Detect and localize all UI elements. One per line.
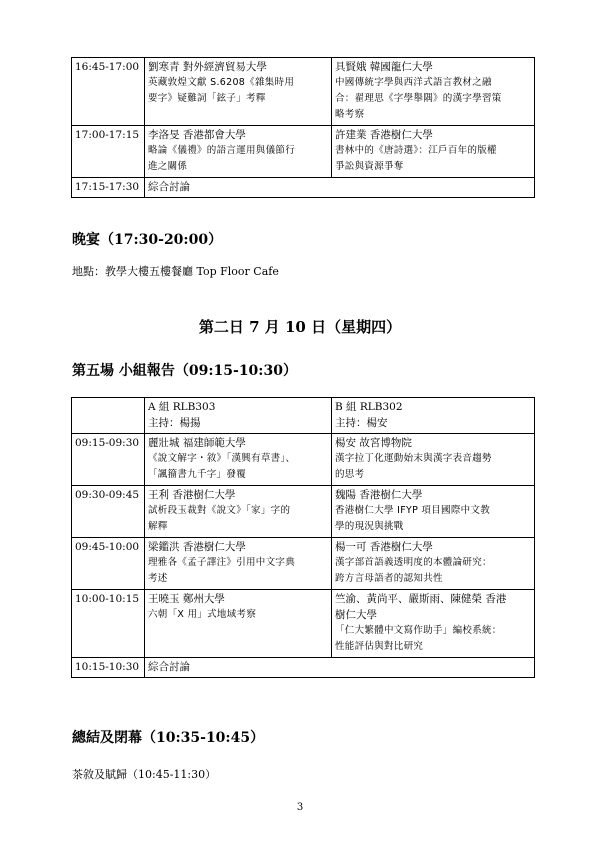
group-name: B 組 RLB302 <box>335 401 403 413</box>
paper-title: 略考察 <box>335 109 365 120</box>
group-a-presentation <box>145 58 332 126</box>
paper-title: 「諷籀書九千字」發覆 <box>148 469 247 480</box>
presenter-continued: 樹仁大學 <box>335 609 377 621</box>
time-slot: 09:30-09:45 <box>72 486 145 538</box>
paper-title: 進之關係 <box>148 161 188 172</box>
banquet-heading: 晚宴（17:30-20:00） <box>72 232 223 248</box>
presenter: 具賢娥 韓國龍仁大學 <box>335 61 433 73</box>
time-slot: 16:45-17:00 <box>72 58 145 126</box>
time-slot: 17:00-17:15 <box>72 126 145 178</box>
table-row <box>72 658 535 678</box>
group-b-presentation <box>332 434 535 486</box>
paper-title: 試析段玉裁對《說文》「家」字的 <box>148 505 291 516</box>
paper-title: 漢字拉丁化運動始末與漢字表音趨勢 <box>335 453 492 464</box>
presenter: 楊一可 香港樹仁大學 <box>335 541 433 553</box>
group-host: 主持：楊安 <box>335 417 388 429</box>
farewell-text: 茶敘及賦歸（10:45-11:30） <box>72 768 217 781</box>
paper-title: 學的現況與挑戰 <box>335 521 404 532</box>
group-b-presentation <box>332 486 535 538</box>
presenter: 劉寒青 對外經濟貿易大學 <box>148 61 267 73</box>
paper-title: 漢字部首語義透明度的本體論研究： <box>335 557 492 568</box>
time-slot: 10:00-10:15 <box>72 590 145 658</box>
group-name: A 組 RLB303 <box>148 401 216 413</box>
discussion-label: 綜合討論 <box>145 178 535 198</box>
paper-title: 中國傳統字學與西洋式語言教材之融 <box>335 77 492 88</box>
presenter: 楊安 故宮博物院 <box>335 437 412 449</box>
group-a-presentation <box>145 126 332 178</box>
table-row <box>72 590 535 658</box>
table-row <box>72 126 535 178</box>
time-slot: 17:15-17:30 <box>72 178 145 198</box>
group-a-header <box>145 398 332 434</box>
table-row <box>72 434 535 486</box>
table-row <box>72 58 535 126</box>
time-slot: 10:15-10:30 <box>72 658 145 678</box>
paper-title: 要字》疑難詞「鉉子」考釋 <box>148 93 266 104</box>
paper-title: 爭訟與資源爭奪 <box>335 161 404 172</box>
paper-title: 合：翟理思《字學舉隅》的漢字學習策 <box>335 93 502 104</box>
session-schedule-table <box>71 57 535 198</box>
session-heading: 第五場 小組報告（09:15-10:30） <box>72 363 297 379</box>
closing-heading: 總結及閉幕（10:35-10:45） <box>72 730 265 746</box>
group-b-presentation <box>332 538 535 590</box>
banquet-venue: 地點：教學大樓五樓餐廳 Top Floor Cafe <box>72 265 279 278</box>
session-schedule-table <box>71 397 535 678</box>
paper-title: 跨方言母語者的認知共性 <box>335 573 443 584</box>
time-slot: 09:45-10:00 <box>72 538 145 590</box>
paper-title: 六朝「X 用」式地域考察 <box>148 609 257 620</box>
day-heading: 第二日 7 月 10 日（星期四） <box>198 318 402 336</box>
table-row <box>72 178 535 198</box>
table-row <box>72 538 535 590</box>
group-b-presentation <box>332 58 535 126</box>
group-a-presentation <box>145 590 332 658</box>
paper-title: 「仁大繁體中文寫作助手」編校系統： <box>335 625 502 636</box>
group-a-presentation <box>145 434 332 486</box>
paper-title: 理雅各《孟子譯注》引用中文字典 <box>148 557 296 568</box>
time-header <box>72 398 145 434</box>
table-row <box>72 486 535 538</box>
paper-title: 書林中的《唐詩選》：江戶百年的版權 <box>335 145 497 156</box>
group-a-presentation <box>145 486 332 538</box>
presenter: 竺渝、黃尚平、嚴斯雨、陳健榮 香港 <box>335 593 507 605</box>
presenter: 梁鑑洪 香港樹仁大學 <box>148 541 246 553</box>
presenter: 王曉玉 鄭州大學 <box>148 593 225 605</box>
paper-title: 香港樹仁大學 IFYP 項目國際中文教 <box>335 505 491 516</box>
presenter: 麗壯城 福建師範大學 <box>148 437 246 449</box>
paper-title: 的思考 <box>335 469 365 480</box>
paper-title: 考述 <box>148 573 168 584</box>
presenter: 王利 香港樹仁大學 <box>148 489 236 501</box>
paper-title: 解釋 <box>148 521 168 532</box>
presenter: 李洛旻 香港都會大學 <box>148 129 246 141</box>
discussion-label: 綜合討論 <box>145 658 535 678</box>
presenter: 許建業 香港樹仁大學 <box>335 129 433 141</box>
time-slot: 09:15-09:30 <box>72 434 145 486</box>
group-a-presentation <box>145 538 332 590</box>
paper-title: 《說文解字・敘》「漢興有草書」、 <box>148 453 296 464</box>
group-host: 主持：楊揚 <box>148 417 201 429</box>
group-b-presentation <box>332 126 535 178</box>
presenter: 魏陽 香港樹仁大學 <box>335 489 423 501</box>
page-number: 3 <box>296 802 304 813</box>
paper-title: 略論《儀禮》的語言運用與儀節行 <box>148 145 296 156</box>
group-b-header <box>332 398 535 434</box>
table-header-row <box>72 398 535 434</box>
paper-title: 英藏敦煌文獻 S.6208《雜集時用 <box>148 77 295 88</box>
paper-title: 性能評估與對比研究 <box>335 641 424 652</box>
group-b-presentation <box>332 590 535 658</box>
